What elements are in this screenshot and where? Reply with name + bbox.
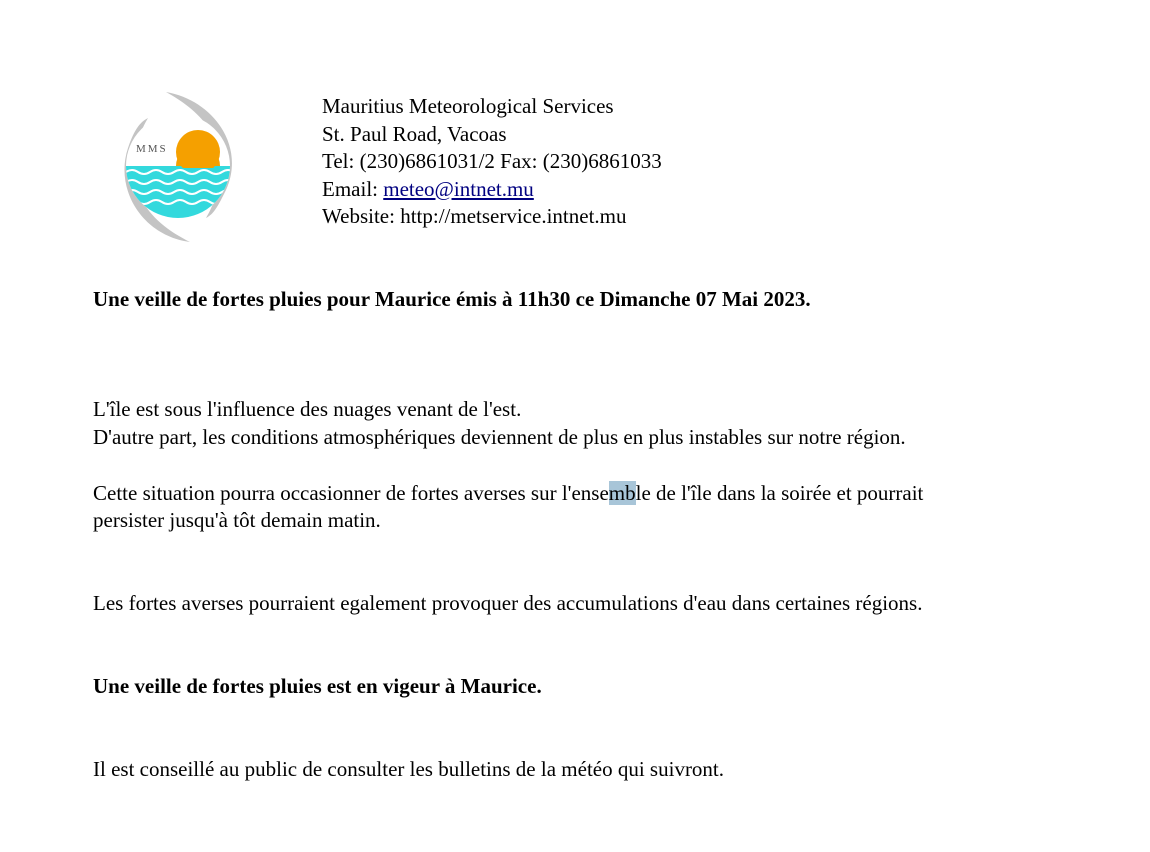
bulletin-title: Une veille de fortes pluies pour Maurice émis à 11h30 ce Dimanche 07 Mai 2023. bbox=[93, 287, 811, 311]
email-link[interactable]: meteo@intnet.mu bbox=[383, 176, 534, 201]
email-label: Email: bbox=[322, 176, 384, 201]
svg-text:MMS: MMS bbox=[136, 143, 168, 155]
paragraph-2-line-1 bbox=[93, 480, 923, 508]
text-selection: mb bbox=[608, 481, 636, 505]
contact-header bbox=[322, 93, 662, 231]
website: Website: http://metservice.intnet.mu bbox=[322, 204, 627, 228]
paragraph-1-line-1: L'île est sous l'influence des nuages venant de l'est. bbox=[93, 397, 522, 421]
phone-fax: Tel: (230)6861031/2 Fax: (230)6861033 bbox=[322, 149, 662, 173]
warning-statement: Une veille de fortes pluies est en vigeur à Maurice. bbox=[93, 674, 542, 698]
public-advice: Il est conseillé au public de consulter les bulletins de la météo qui suivront. bbox=[93, 757, 725, 781]
paragraph-3: Les fortes averses pourraient egalement provoquer des accumulations d'eau dans certaines régions. bbox=[93, 591, 923, 615]
paragraph-2-text-a: Cette situation pourra occasionner de fortes averses sur l'ense bbox=[93, 481, 609, 505]
email-line bbox=[322, 176, 662, 204]
mms-logo-graphic bbox=[118, 86, 238, 246]
paragraph-1-line-2: D'autre part, les conditions atmosphériques deviennent de plus en plus instables sur notre région. bbox=[93, 425, 906, 449]
paragraph-2-text-b: le de l'île dans la soirée et pourrait bbox=[635, 481, 924, 505]
address: St. Paul Road, Vacoas bbox=[322, 121, 507, 146]
paragraph-2-line-2: persister jusqu'à tôt demain matin. bbox=[93, 508, 381, 532]
mms-logo bbox=[118, 86, 238, 246]
org-name: Mauritius Meteorological Services bbox=[322, 94, 614, 118]
